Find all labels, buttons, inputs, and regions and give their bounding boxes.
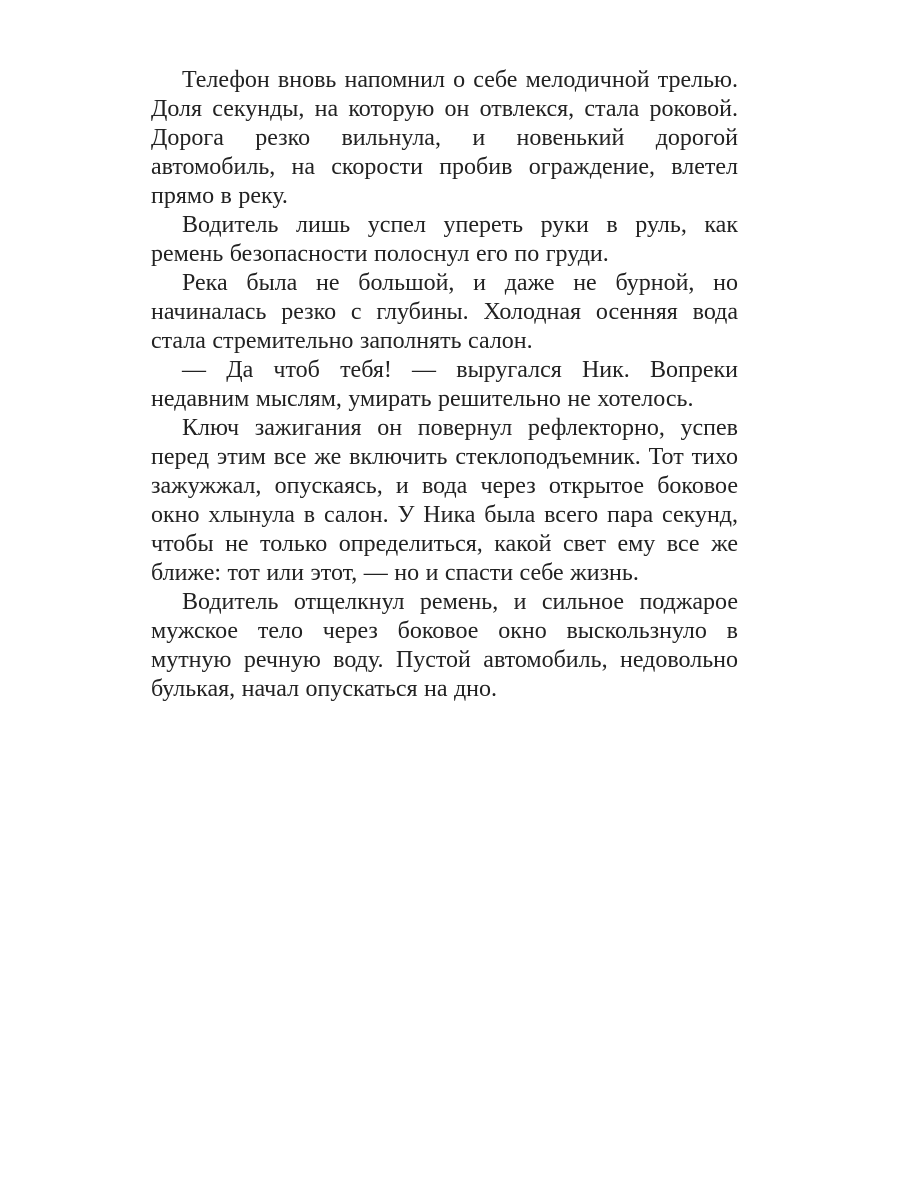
paragraph: — Да чтоб тебя! — выругался Ник. Вопреки недавним мыслям, умирать решительно не хотелось. [151, 357, 738, 412]
paragraph: Река была не большой, и даже не бурной, но начиналась резко с глубины. Холодная осенняя вода стала стремительно заполнять салон. [151, 270, 738, 354]
paragraph: Водитель лишь успел упереть руки в руль, как ремень безопасности полоснул его по груди. [151, 212, 738, 267]
book-page-text [151, 66, 738, 704]
paragraph: Телефон вновь напомнил о себе мелодичной трелью. Доля секунды, на которую он отвлекся, стала роковой. Дорога резко вильнула, и новенький дорогой автомобиль, на скорости пробив ограждение, влетел прямо в реку. [151, 67, 738, 209]
paragraph: Ключ зажигания он повернул рефлекторно, успев перед этим все же включить стеклоподъемник. Тот тихо зажужжал, опускаясь, и вода через открытое боковое окно хлынула в салон. У Ника была всего пара секунд, чтобы не только определиться, какой свет ему все же ближе: тот или этот, — но и спасти себе жизнь. [151, 415, 738, 586]
paragraph: Водитель отщелкнул ремень, и сильное поджарое мужское тело через боковое окно выскользнуло в мутную речную воду. Пустой автомобиль, недовольно булькая, начал опускаться на дно. [151, 589, 738, 702]
